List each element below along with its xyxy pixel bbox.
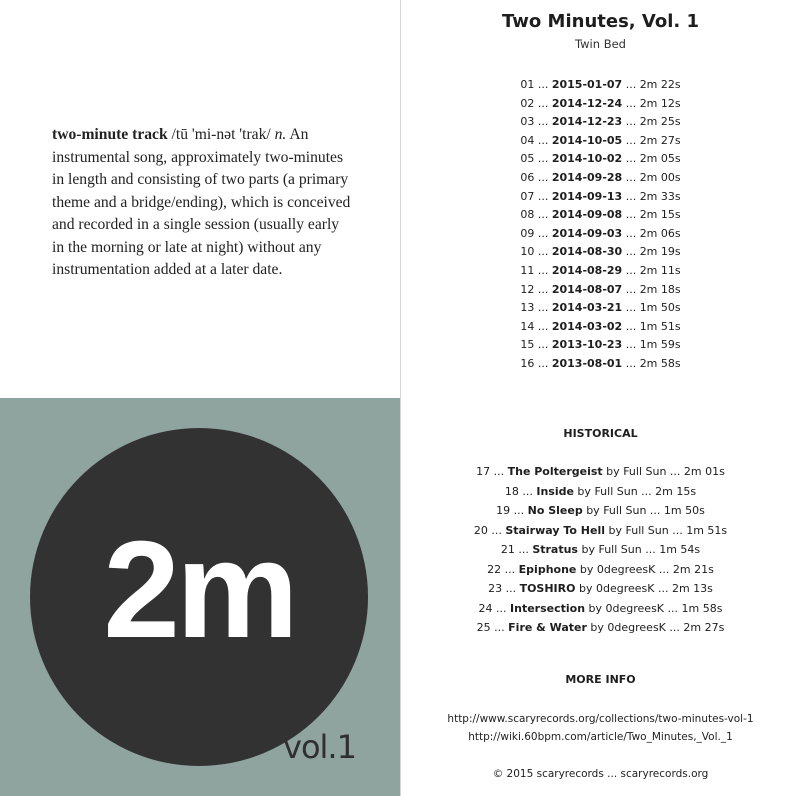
separator: ... <box>510 504 528 517</box>
historical-title: Inside <box>536 484 574 498</box>
separator: ... <box>646 504 664 517</box>
track-item <box>401 206 800 225</box>
separator: ... <box>622 78 640 91</box>
separator: ... <box>622 356 640 370</box>
track-length: 2m 19s <box>639 245 681 259</box>
track-date: 2014-12-24 <box>551 96 623 110</box>
separator: ... <box>622 263 640 277</box>
historical-length: 2m 15s <box>655 484 697 498</box>
track-number: 05 <box>520 152 535 166</box>
separator: ... <box>534 301 552 315</box>
separator: ... <box>514 543 533 556</box>
track-item <box>401 132 800 151</box>
track-item <box>401 318 800 337</box>
track-length: 1m 51s <box>639 319 681 333</box>
historical-artist: Full Sun <box>598 543 642 556</box>
definition-part-of-speech: n. <box>274 126 287 143</box>
historical-length: 2m 21s <box>672 562 714 576</box>
separator: ... <box>502 582 520 595</box>
track-length: 2m 11s <box>639 263 681 277</box>
separator: by <box>605 523 626 537</box>
track-length: 2m 15s <box>639 208 681 222</box>
historical-number: 24 <box>478 601 493 615</box>
track-length: 2m 06s <box>639 226 681 240</box>
historical-title: No Sleep <box>527 504 583 517</box>
separator: ... <box>534 170 552 184</box>
track-number: 16 <box>520 356 535 370</box>
more-info-heading: MORE INFO <box>565 673 636 686</box>
separator: ... <box>622 226 640 240</box>
historical-artist: 0degreesK <box>595 582 655 595</box>
separator: ... <box>622 338 640 352</box>
historical-artist: Full Sun <box>625 523 669 537</box>
track-number: 07 <box>520 189 535 203</box>
track-number: 03 <box>520 115 535 129</box>
separator: ... <box>622 245 640 259</box>
historical-length: 1m 50s <box>663 504 705 517</box>
historical-length: 1m 51s <box>686 523 728 537</box>
separator: ... <box>654 582 672 595</box>
separator: ... <box>487 523 506 537</box>
historical-title: TOSHIRO <box>519 582 576 595</box>
track-item <box>401 113 800 132</box>
separator: ... <box>534 338 552 352</box>
track-item <box>401 95 800 114</box>
track-number: 01 <box>520 78 535 91</box>
separator: by <box>575 582 596 595</box>
track-date: 2014-08-30 <box>551 245 623 259</box>
track-item <box>401 225 800 244</box>
track-length: 1m 59s <box>639 338 681 352</box>
historical-item <box>401 579 800 599</box>
historical-artist: 0degreesK <box>605 601 665 615</box>
track-date: 2014-09-28 <box>551 170 623 184</box>
separator: ... <box>534 356 552 370</box>
historical-artist: Full Sun <box>603 504 647 517</box>
track-number: 06 <box>520 170 535 184</box>
separator: by <box>585 601 606 615</box>
historical-item <box>401 521 800 541</box>
track-number: 15 <box>520 338 535 352</box>
historical-title: Epiphone <box>518 562 577 576</box>
track-date: 2014-09-13 <box>551 189 623 203</box>
historical-item <box>401 540 800 560</box>
separator: ... <box>518 484 537 498</box>
track-date: 2014-10-05 <box>551 133 623 147</box>
separator: ... <box>641 543 660 556</box>
historical-item <box>401 618 800 638</box>
separator: ... <box>622 208 640 222</box>
track-length: 2m 58s <box>639 356 681 370</box>
track-length: 1m 50s <box>639 301 681 315</box>
track-number: 02 <box>520 96 535 110</box>
separator: ... <box>622 189 640 203</box>
track-length: 2m 27s <box>639 133 681 147</box>
separator: ... <box>534 208 552 222</box>
separator: ... <box>534 319 552 333</box>
separator: ... <box>622 115 640 129</box>
cover-volume-label: vol.1 <box>283 728 356 766</box>
definition-term: two-minute track <box>52 126 168 143</box>
album-title: Two Minutes, Vol. 1 <box>501 11 699 32</box>
separator: ... <box>622 133 640 147</box>
separator: ... <box>534 263 552 277</box>
album-artist: Twin Bed <box>575 37 626 51</box>
separator: by <box>586 621 608 634</box>
track-length: 2m 22s <box>639 78 681 91</box>
historical-length: 2m 27s <box>683 621 725 634</box>
copyright-line: © 2015 scaryrecords ... scaryrecords.org <box>492 768 709 780</box>
track-date: 2014-12-23 <box>551 115 623 129</box>
track-date: 2014-09-08 <box>551 208 623 222</box>
track-date: 2014-09-03 <box>551 226 623 240</box>
track-date: 2014-08-07 <box>551 282 623 296</box>
historical-title: Fire & Water <box>508 621 587 634</box>
track-length: 2m 00s <box>639 170 681 184</box>
info-link-scaryrecords[interactable]: http://www.scaryrecords.org/collections/two-minutes-vol-1 <box>447 713 754 725</box>
separator: by <box>582 504 604 517</box>
track-item <box>401 281 800 300</box>
definition-text: An instrumental song, approximately two-minutes in length and consisting of two parts (a primary theme and a bridge/ending), which is conceived and recorded in a single session (usually early in the morning or late at night) without any instrumentation added at a later date. <box>52 126 351 278</box>
track-number: 10 <box>520 245 535 259</box>
historical-artist: Full Sun <box>623 465 667 478</box>
track-number: 11 <box>520 263 535 277</box>
track-item <box>401 262 800 281</box>
track-item <box>401 76 800 95</box>
historical-length: 2m 13s <box>671 582 713 595</box>
separator: ... <box>622 301 640 315</box>
separator: ... <box>534 96 552 110</box>
cover-big-text: 2m <box>103 513 295 667</box>
track-length: 2m 18s <box>639 282 681 296</box>
separator: ... <box>664 601 682 615</box>
separator: ... <box>534 115 552 129</box>
historical-title: Stratus <box>532 543 578 556</box>
historical-number: 22 <box>487 562 502 576</box>
separator: ... <box>492 601 511 615</box>
historical-item <box>401 560 800 580</box>
definition-pronunciation: /tū 'mi-nət 'trak/ <box>167 126 275 143</box>
track-list <box>401 76 800 374</box>
track-number: 08 <box>520 208 535 222</box>
info-link-wiki[interactable]: http://wiki.60bpm.com/article/Two_Minutes,_Vol._1 <box>468 731 733 743</box>
track-item <box>401 169 800 188</box>
historical-number: 18 <box>504 484 519 498</box>
more-info-links <box>401 710 800 746</box>
separator: ... <box>490 465 508 478</box>
track-item <box>401 150 800 169</box>
historical-title: Stairway To Hell <box>505 523 605 537</box>
historical-artist: 0degreesK <box>607 621 666 634</box>
separator: ... <box>534 152 552 166</box>
track-length: 2m 25s <box>639 115 681 129</box>
historical-item <box>401 462 800 482</box>
separator: ... <box>534 133 552 147</box>
track-date: 2014-03-21 <box>551 301 623 315</box>
definition <box>52 124 352 282</box>
separator: ... <box>490 621 509 634</box>
track-date: 2014-10-02 <box>551 152 623 166</box>
track-item <box>401 299 800 318</box>
separator: ... <box>622 152 640 166</box>
historical-number: 19 <box>496 504 511 517</box>
track-item <box>401 188 800 207</box>
separator: ... <box>534 282 552 296</box>
separator: ... <box>534 78 552 91</box>
separator: ... <box>534 226 552 240</box>
track-number: 09 <box>520 226 535 240</box>
historical-artist: Full Sun <box>594 484 638 498</box>
track-length: 2m 05s <box>639 152 681 166</box>
track-length: 2m 33s <box>639 189 681 203</box>
historical-number: 20 <box>473 523 488 537</box>
separator: ... <box>534 245 552 259</box>
track-number: 04 <box>520 133 535 147</box>
separator: ... <box>622 282 640 296</box>
track-date: 2013-08-01 <box>551 356 623 370</box>
historical-length: 1m 54s <box>659 543 701 556</box>
separator: ... <box>501 562 519 576</box>
historical-item <box>401 482 800 502</box>
historical-artist: 0degreesK <box>596 562 656 576</box>
historical-number: 23 <box>488 582 503 595</box>
historical-list <box>401 462 800 638</box>
historical-number: 17 <box>476 465 491 478</box>
historical-length: 2m 01s <box>683 465 725 478</box>
track-length: 2m 12s <box>639 96 681 110</box>
separator: by <box>602 465 624 478</box>
separator: by <box>577 543 599 556</box>
separator: ... <box>637 484 656 498</box>
historical-number: 25 <box>476 621 491 634</box>
track-date: 2013-10-23 <box>551 338 623 352</box>
separator: ... <box>622 170 640 184</box>
separator: ... <box>665 621 684 634</box>
track-number: 13 <box>520 301 535 315</box>
track-item <box>401 355 800 374</box>
historical-item <box>401 501 800 521</box>
historical-title: The Poltergeist <box>507 465 603 478</box>
track-date: 2014-08-29 <box>551 263 623 277</box>
separator: ... <box>622 319 640 333</box>
separator: by <box>576 562 597 576</box>
separator: ... <box>534 189 552 203</box>
historical-number: 21 <box>500 543 515 556</box>
track-date: 2014-03-02 <box>551 319 623 333</box>
historical-item <box>401 599 800 619</box>
track-date: 2015-01-07 <box>551 78 623 91</box>
separator: ... <box>666 465 684 478</box>
track-item <box>401 336 800 355</box>
separator: ... <box>668 523 687 537</box>
separator: ... <box>622 96 640 110</box>
historical-length: 1m 58s <box>681 601 723 615</box>
separator: by <box>573 484 595 498</box>
historical-heading: HISTORICAL <box>563 427 638 440</box>
liner-right-panel <box>401 0 800 796</box>
track-item <box>401 243 800 262</box>
track-number: 12 <box>520 282 535 296</box>
historical-title: Intersection <box>510 601 586 615</box>
separator: ... <box>655 562 673 576</box>
track-number: 14 <box>520 319 535 333</box>
